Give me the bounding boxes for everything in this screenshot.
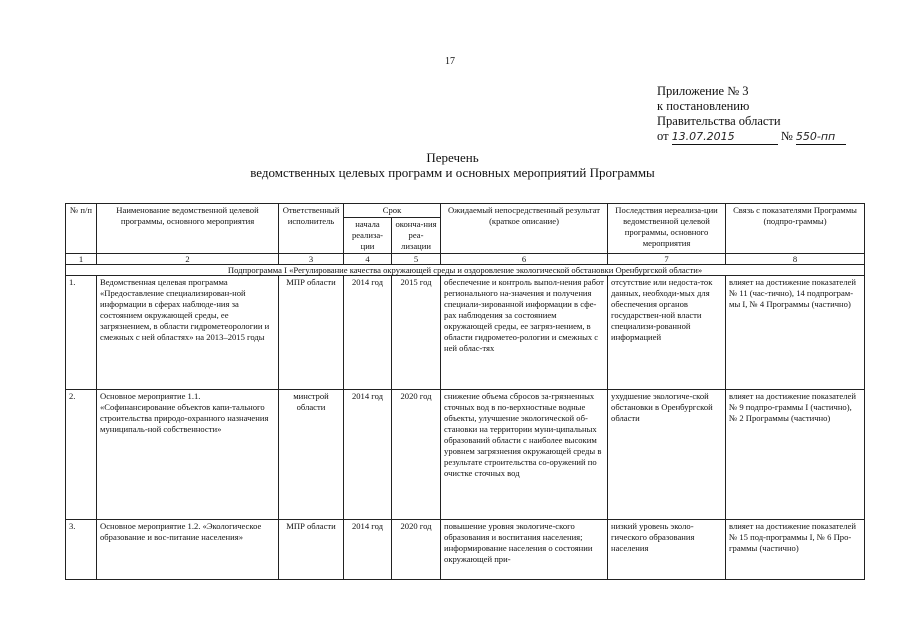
header-link: Связь с показателями Программы (подпро-граммы): [726, 204, 865, 254]
row-link: влияет на достижение показателей № 15 под-программы I, № 6 Про-граммы (частично): [726, 520, 865, 580]
table-row: [66, 390, 865, 520]
subprogram-title: Подпрограмма I «Регулирование качества окружающей среды и оздоровление экологической обстановки Оренбургской области»: [66, 265, 865, 276]
column-number: 1: [66, 254, 97, 265]
handwritten-date: 13.07.2015: [671, 130, 735, 143]
column-numbers-row: [66, 254, 865, 265]
row-name: Основное мероприятие 1.2. «Экологическое образование и вос-питание населения»: [97, 520, 279, 580]
column-number: 6: [441, 254, 608, 265]
row-num: 2.: [66, 390, 97, 520]
row-num: 1.: [66, 276, 97, 390]
row-start: 2014 год: [344, 520, 392, 580]
appendix-block: [657, 84, 846, 145]
subprogram-row: [66, 265, 865, 276]
row-link: влияет на достижение показателей № 11 (час-тично), 14 подпрограм-мы I, № 4 Программы (частично): [726, 276, 865, 390]
handwritten-number: 550-пп: [795, 130, 836, 143]
row-start: 2014 год: [344, 390, 392, 520]
date-field: [672, 129, 778, 145]
column-number: 2: [97, 254, 279, 265]
document-title: [0, 150, 905, 180]
row-end: 2020 год: [392, 390, 441, 520]
row-responsible: МПР области: [279, 520, 344, 580]
row-consequences: низкий уровень эколо-гического образования населения: [608, 520, 726, 580]
table-row: [66, 520, 865, 580]
header-responsible: Ответственный исполнитель: [279, 204, 344, 254]
row-result: повышение уровня экологиче-ского образования и воспитания населения; информирование населения о состоянии окружающей при-: [441, 520, 608, 580]
row-start: 2014 год: [344, 276, 392, 390]
row-end: 2015 год: [392, 276, 441, 390]
row-result: снижение объема сбросов за-грязненных сточных вод в по-верхностные водные объекты, улучшение экологической об-становки на территории муни-ципальных образований области с наиболее высоким уровнем загрязнения окружающей среды в результате строительства со-оружений по очистке сточных вод: [441, 390, 608, 520]
column-number: 4: [344, 254, 392, 265]
appendix-line-1: Приложение № 3: [657, 84, 749, 98]
title-line-1: Перечень: [426, 150, 479, 165]
row-end: 2020 год: [392, 520, 441, 580]
appendix-line-3: Правительства области: [657, 114, 781, 128]
header-row: [66, 204, 865, 218]
row-num: 3.: [66, 520, 97, 580]
page-number: 17: [445, 56, 455, 67]
appendix-date-line: [657, 129, 846, 145]
row-name: Ведомственная целевая программа «Предоставление специализирован-ной информации в сферах наблюде-ния за состоянием окружающей среды, ее загрязнением, в области гидрометеорологии и смежных с ней областях» на 2013–2015 годы: [97, 276, 279, 390]
row-name: Основное мероприятие 1.1. «Софинансирование объектов капи-тального строительства природо-охранного назначения муниципаль-ной собственности»: [97, 390, 279, 520]
number-field: [796, 129, 846, 145]
title-line-2: ведомственных целевых программ и основных мероприятий Программы: [250, 165, 655, 180]
column-number: 7: [608, 254, 726, 265]
header-term: Срок: [344, 204, 441, 218]
header-start: начала реализа-ции: [344, 218, 392, 254]
column-number: 8: [726, 254, 865, 265]
header-num: № п/п: [66, 204, 97, 254]
appendix-line-2: к постановлению: [657, 99, 750, 113]
header-name: Наименование ведомственной целевой программы, основного мероприятия: [97, 204, 279, 254]
number-label: №: [780, 129, 793, 143]
header-result: Ожидаемый непосредственный результат (краткое описание): [441, 204, 608, 254]
from-label: от: [657, 129, 669, 143]
row-result: обеспечение и контроль выпол-нения работ регионального на-значения и получения специали-зированной информации в сфе-рах наблюдения за состоянием окружающей среды, ее загряз-нением, в области гидрометео-рологии и смежных с ней облас-тях: [441, 276, 608, 390]
header-end: оконча-ния реа-лизации: [392, 218, 441, 254]
row-responsible: МПР области: [279, 276, 344, 390]
row-consequences: отсутствие или недоста-ток данных, необходи-мых для обеспечения органов государствен-ной власти специализи-рованной информацией: [608, 276, 726, 390]
header-consequences: Последствия нереализа-ции ведомственной целевой программы, основного мероприятия: [608, 204, 726, 254]
measures-table: [65, 203, 865, 580]
column-number: 5: [392, 254, 441, 265]
row-responsible: минстрой области: [279, 390, 344, 520]
row-link: влияет на достижение показателей № 9 подпро-граммы I (частично), № 2 Программы (частично): [726, 390, 865, 520]
column-number: 3: [279, 254, 344, 265]
row-consequences: ухудшение экологиче-ской обстановки в Оренбургской области: [608, 390, 726, 520]
table-row: [66, 276, 865, 390]
